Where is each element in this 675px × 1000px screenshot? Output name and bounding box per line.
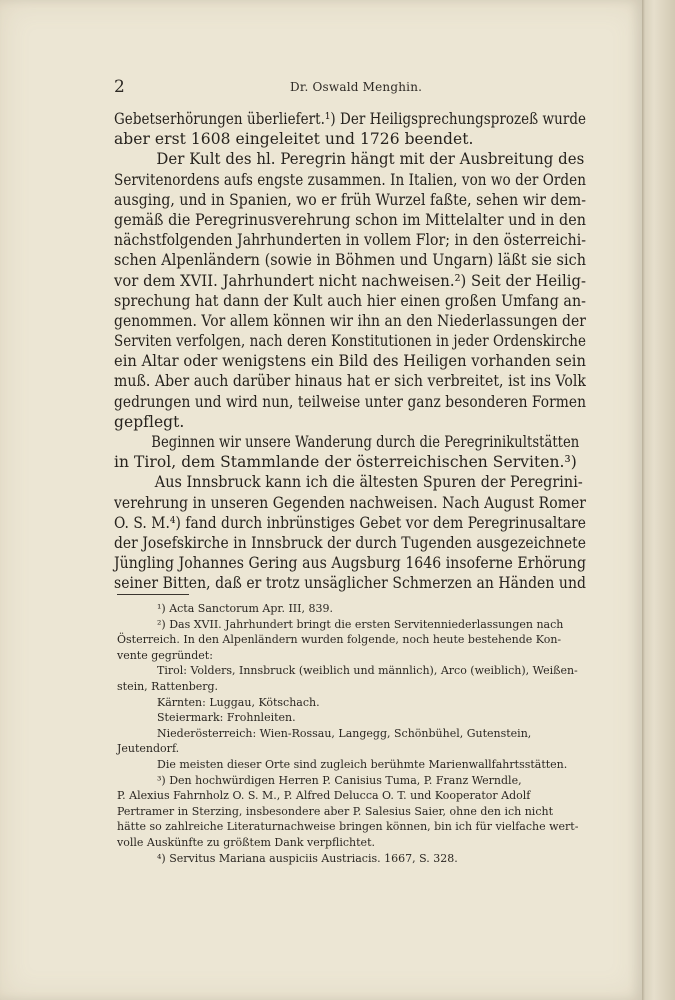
text-line: gepflegt. [114,412,185,431]
text-line: gedrungen und wird nun, teilweise unter ganz besonderen Formen [114,392,587,411]
text-line: verehrung in unseren Gegenden nachweisen. Nach August Romer [114,493,587,512]
text-line: aber erst 1608 eingeleitet und 1726 beendet. [114,130,474,149]
text-line: in Tirol, dem Stammlande der österreichischen Serviten.³) [114,453,577,472]
footnote-line: Pertramer in Sterzing, insbesondere aber P. Salesius Saier, ohne den ich nicht [117,804,553,818]
footnote-line: P. Alexius Fahrnholz O. S. M., P. Alfred Delucca O. T. und Kooperator Adolf [117,789,531,803]
text-line: Beginnen wir unsere Wanderung durch die Peregrinikultstätten [151,433,580,451]
footnote-line: vente gegründet: [117,648,213,662]
footnote-line: Österreich. In den Alpenländern wurden folgende, noch heute bestehende Kon- [117,633,562,647]
text-line: ein Altar oder wenigstens ein Bild des Heiligen vorhanden sein [114,352,587,371]
footnote-line: ⁴) Servitus Mariana auspiciis Austriacis. 1667, S. 328. [157,851,458,865]
running-head: Dr. Oswald Menghin. [290,80,423,94]
next-page-edge [642,0,675,1000]
text-line: gemäß die Peregrinusverehrung schon im Mittelalter und in den [114,210,586,229]
footnotes [117,601,586,866]
footnote-line: ³) Den hochwürdigen Herren P. Canisius Tuma, P. Franz Werndle, [157,773,522,787]
footnote-line: Die meisten dieser Orte sind zugleich berühmte Marienwallfahrtsstätten. [157,757,568,771]
page-header [114,77,590,97]
text-line: O. S. M.⁴) fand durch inbrünstiges Gebet vor dem Peregrinusaltare [114,513,586,532]
text-line: Der Kult des hl. Peregrin hängt mit der Ausbreitung des [156,150,585,169]
text-line: Jüngling Johannes Gering aus Augsburg 1646 insoferne Erhörung [114,554,587,573]
text-line: seiner Bitten, daß er trotz unsäglicher Schmerzen an Händen und [114,574,586,593]
text-line: nächstfolgenden Jahrhunderten in vollem Flor; in den österreichi- [114,231,587,250]
text-line: Aus Innsbruck kann ich die ältesten Spuren der Peregrini- [154,473,583,492]
page-number: 2 [114,77,125,97]
text-line: der Josefskirche in Innsbruck der durch Tugenden ausgezeichnete [114,533,586,552]
text-line: ausging, und in Spanien, wo er früh Wurzel faßte, sehen wir dem- [114,190,587,209]
footnote-divider [117,594,189,595]
body-text [114,109,586,594]
footnote-line: Kärnten: Luggau, Kötschach. [157,695,320,709]
footnote-line: Tirol: Volders, Innsbruck (weiblich und männlich), Arco (weiblich), Weißen- [157,664,578,678]
text-line: Serviten verfolgen, nach deren Konstitutionen in jeder Ordenskirche [114,332,586,351]
text-line: Servitenordens aufs engste zusammen. In Italien, von wo der Orden [114,170,586,189]
text-line: genommen. Vor allem können wir ihn an den Niederlassungen der [114,311,586,330]
footnote-line: hätte so zahlreiche Literaturnachweise bringen können, bin ich für vielfache wert- [117,820,579,834]
text-line: vor dem XVII. Jahrhundert nicht nachweisen.²) Seit der Heilig- [114,271,586,290]
footnote-line: Jeutendorf. [117,742,180,756]
footnote-line: volle Auskünfte zu größtem Dank verpflichtet. [117,835,375,849]
footnote-line: Niederösterreich: Wien-Rossau, Langegg, Schönbühel, Gutenstein, [157,726,532,740]
text-line: schen Alpenländern (sowie in Böhmen und Ungarn) läßt sie sich [114,251,587,270]
text-line: Gebetserhörungen überliefert.¹) Der Heiligsprechungsprozeß wurde [114,110,587,128]
text-line: muß. Aber auch darüber hinaus hat er sich verbreitet, ist ins Volk [114,372,586,391]
footnote-line: stein, Rattenberg. [117,679,219,693]
footnote-line: ¹) Acta Sanctorum Apr. III, 839. [157,602,333,615]
footnote-line: ²) Das XVII. Jahrhundert bringt die ersten Servitenniederlassungen nach [157,617,564,631]
footnote-line: Steiermark: Frohnleiten. [157,711,296,725]
text-line: sprechung hat dann der Kult auch hier einen großen Umfang an- [114,291,587,310]
